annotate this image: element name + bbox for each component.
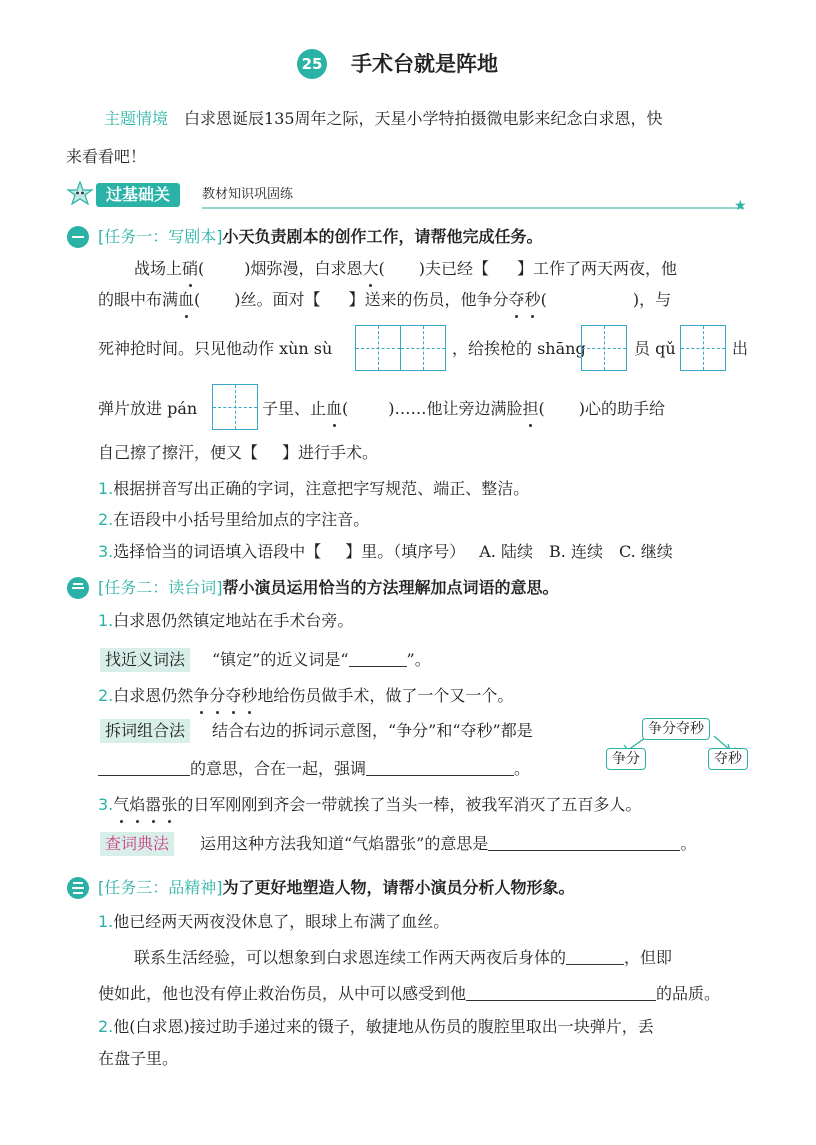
method-tag: 拆词组合法: [100, 719, 190, 743]
dotted-char: 硝: [182, 259, 199, 278]
split-word-diagram: [604, 716, 754, 776]
writing-grid[interactable]: [581, 325, 627, 371]
dotted-char: 焰: [129, 795, 146, 814]
answer-blank[interactable]: [366, 759, 514, 776]
task1-heading: 小天负责剧本的创作工作，请帮他完成任务。: [222, 227, 543, 246]
dotted-char: 血: [178, 290, 195, 309]
writing-grid[interactable]: [212, 384, 258, 430]
banner-subtitle: 教材知识巩固练: [202, 187, 294, 202]
writing-grid[interactable]: [680, 325, 726, 371]
intro-line2: 来看看吧！: [66, 147, 147, 166]
page-title: 手术台就是阵地: [351, 52, 498, 76]
answer-blank[interactable]: [98, 759, 190, 776]
answer-blank[interactable]: [566, 948, 624, 965]
dotted-char: 秒: [241, 686, 258, 705]
section-banner: [64, 181, 754, 214]
task1-tag: [任务一：写剧本]: [98, 227, 223, 246]
section-one-badge: [67, 226, 89, 248]
task3-q2-line2: 在盘子里。: [98, 1049, 179, 1068]
dotted-char: 血: [326, 399, 343, 418]
dotted-char: 夺: [508, 290, 525, 309]
section-two-badge: [67, 577, 89, 599]
diagram-top: 争分夺秒: [642, 718, 710, 740]
dotted-char: 夺: [225, 686, 242, 705]
answer-blank[interactable]: [488, 834, 680, 851]
answer-options: A. 陆续 B. 连续 C. 继续: [479, 542, 673, 561]
dotted-char: 争: [193, 686, 210, 705]
lesson-number-badge: 25: [297, 49, 327, 79]
task3-q2-line1: 2.他(白求恩)接过助手递过来的镊子，敏捷地从伤员的腹腔里取出一块弹片，丢: [98, 1017, 654, 1036]
method-tag: 查词典法: [100, 832, 174, 856]
task2-q3: 3.气焰嚣张的日军刚刚到齐会一带就挨了当头一棒，被我军消灭了五百多人。: [98, 795, 642, 814]
task3-q1p-line2: 使如此，他也没有停止救治伤员，从中可以感受到他 的品质。: [98, 984, 721, 1003]
writing-grid[interactable]: [400, 325, 446, 371]
task3-q1p-line1: 联系生活经验，可以想象到白求恩连续工作两天两夜后身体的 ，但即: [134, 948, 673, 967]
mascot-icon: [66, 181, 94, 207]
dotted-char: 嚣: [145, 795, 162, 814]
task3-tag: [任务三：品精神]: [98, 878, 223, 897]
task2-tag: [任务二：读台词]: [98, 578, 223, 597]
answer-blank[interactable]: [349, 650, 407, 667]
star-icon: ★: [734, 198, 747, 214]
intro-line1: 白求恩诞辰135周年之际，天星小学特拍摄微电影来纪念白求恩，快: [184, 109, 663, 128]
dotted-char: 张: [161, 795, 178, 814]
task3-heading-row: [98, 877, 575, 899]
diagram-right: 夺秒: [708, 748, 748, 770]
task2-q2: 2.白求恩仍然争分夺秒地给伤员做手术，做了一个又一个。: [98, 686, 514, 705]
dotted-char: 秒: [524, 290, 541, 309]
dotted-char: 大: [362, 259, 379, 278]
method-tag: 找近义词法: [100, 648, 190, 672]
writing-grid[interactable]: [355, 325, 401, 371]
dotted-char: 担: [522, 399, 539, 418]
dotted-char: 气: [113, 795, 130, 814]
task3-heading: 为了更好地塑造人物，请帮小演员分析人物形象。: [222, 878, 575, 897]
intro-label: 主题情境: [104, 109, 169, 128]
answer-blank[interactable]: [466, 984, 656, 1001]
task2-heading: 帮小演员运用恰当的方法理解加点词语的意思。: [222, 578, 559, 597]
task2-m2a: 结合右边的拆词示意图，“争分”和“夺秒”都是: [212, 721, 533, 740]
diagram-left: 争分: [606, 748, 646, 770]
task2-m3: 运用这种方法我知道“气焰嚣张”的意思是 。: [200, 834, 697, 853]
section-three-badge: [67, 877, 89, 899]
task3-q1: 1.他已经两天两夜没休息了，眼球上布满了血丝。: [98, 912, 450, 931]
banner-rule: [202, 207, 744, 209]
task2-m2b: 的意思，合在一起，强调 。: [98, 758, 530, 780]
task1-heading-row: [98, 226, 543, 248]
task2-heading-row: [98, 577, 559, 599]
dotted-char: 分: [209, 686, 226, 705]
task2-m1: “镇定”的近义词是“ ”。: [212, 650, 431, 669]
banner-label: 过基础关: [96, 183, 180, 207]
task2-q1: 1.白求恩仍然镇定地站在手术台旁。: [98, 611, 354, 630]
